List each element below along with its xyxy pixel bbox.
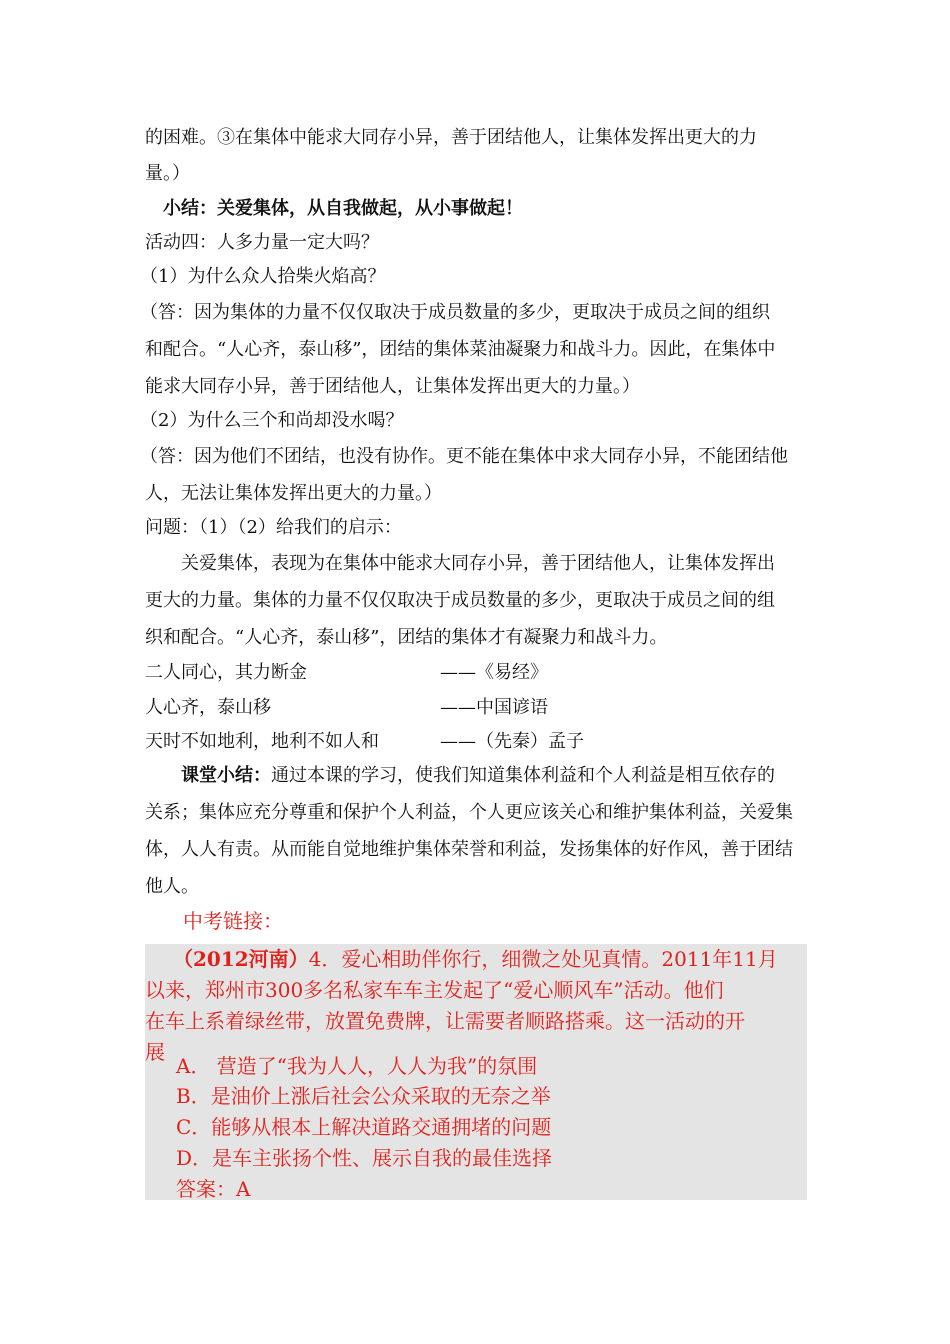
text-line: 的困难。③在集体中能求大同存小异，善于团结他人，让集体发挥出更大的力	[145, 127, 757, 148]
answer-line: 能求大同存小异，善于团结他人，让集体发挥出更大的力量。）	[145, 376, 640, 397]
option-d: D．是车主张扬个性、展示自我的最佳选择	[176, 1146, 553, 1170]
stem-line: 在车上系着绿丝带，放置免费牌，让需要者顺路搭乘。这一活动的开	[145, 1009, 745, 1033]
quote-text: 二人同心，其力断金	[145, 662, 307, 683]
class-summary-line: 他人。	[145, 876, 199, 897]
insight-line: 更大的力量。集体的力量不仅仅取决于成员数量的多少，更取决于成员之间的组	[145, 590, 775, 611]
class-summary-line: 关系；集体应充分尊重和保护个人利益，个人更应该关心和维护集体利益，关爱集	[145, 802, 793, 823]
answer-line: （答：因为集体的力量不仅仅取决于成员数量的多少，更取决于成员之间的组织	[140, 302, 770, 323]
stem-text: 4．爱心相助伴你行，细微之处见真情。2011年11月	[308, 947, 778, 971]
exam-link-heading: 中考链接：	[183, 909, 283, 933]
option-b: B．是油价上涨后社会公众采取的无奈之举	[176, 1084, 551, 1108]
answer-line: （答：因为他们不团结，也没有协作。更不能在集体中求大同存小异，不能团结他	[140, 446, 788, 467]
source-tag: （2012河南）	[173, 947, 309, 971]
stem-line: 展	[145, 1040, 165, 1064]
answer-line: 人，无法让集体发挥出更大的力量。）	[145, 483, 442, 504]
activity-heading: 活动四：人多力量一定大吗？	[145, 232, 379, 253]
class-summary-text: 通过本课的学习，使我们知道集体利益和个人利益是相互依存的	[271, 765, 775, 786]
question-line: 问题：（1）（2）给我们的启示：	[145, 517, 402, 538]
stem-line: 以来，郑州市300多名私家车车主发起了“爱心顺风车”活动。他们	[145, 978, 724, 1002]
quote-text: 人心齐，泰山移	[145, 697, 271, 718]
class-summary-label: 课堂小结：	[181, 765, 271, 786]
text-line: 量。）	[145, 163, 190, 184]
class-summary-line: 体，人人有责。从而能自觉地维护集体荣誉和利益，发扬集体的好作风，善于团结	[145, 839, 793, 860]
exam-question-stem	[145, 944, 807, 1068]
answer-line: 和配合。“人心齐，泰山移”，团结的集体菜油凝聚力和战斗力。因此，在集体中	[145, 339, 776, 360]
option-c: C．能够从根本上解决道路交通拥堵的问题	[176, 1115, 552, 1139]
quote-source: ——《易经》	[440, 662, 548, 683]
stem-line	[145, 944, 807, 975]
summary-heading: 小结：关爱集体，从自我做起，从小事做起！	[163, 198, 523, 219]
option-a: A． 营造了“我为人人，人人为我”的氛围	[176, 1054, 538, 1078]
insight-line: 关爱集体，表现为在集体中能求大同存小异，善于团结他人，让集体发挥出	[181, 553, 775, 574]
quote-text: 天时不如地利，地利不如人和	[145, 731, 379, 752]
answer: 答案：A	[176, 1177, 251, 1201]
question-line: （1）为什么众人拾柴火焰高？	[140, 266, 386, 287]
question-line: （2）为什么三个和尚却没水喝？	[140, 410, 404, 431]
quote-source: ——中国谚语	[440, 697, 548, 718]
insight-line: 织和配合。“人心齐，泰山移”，团结的集体才有凝聚力和战斗力。	[145, 627, 668, 648]
quote-source: ——（先秦）孟子	[440, 731, 584, 752]
class-summary-line	[181, 765, 846, 787]
